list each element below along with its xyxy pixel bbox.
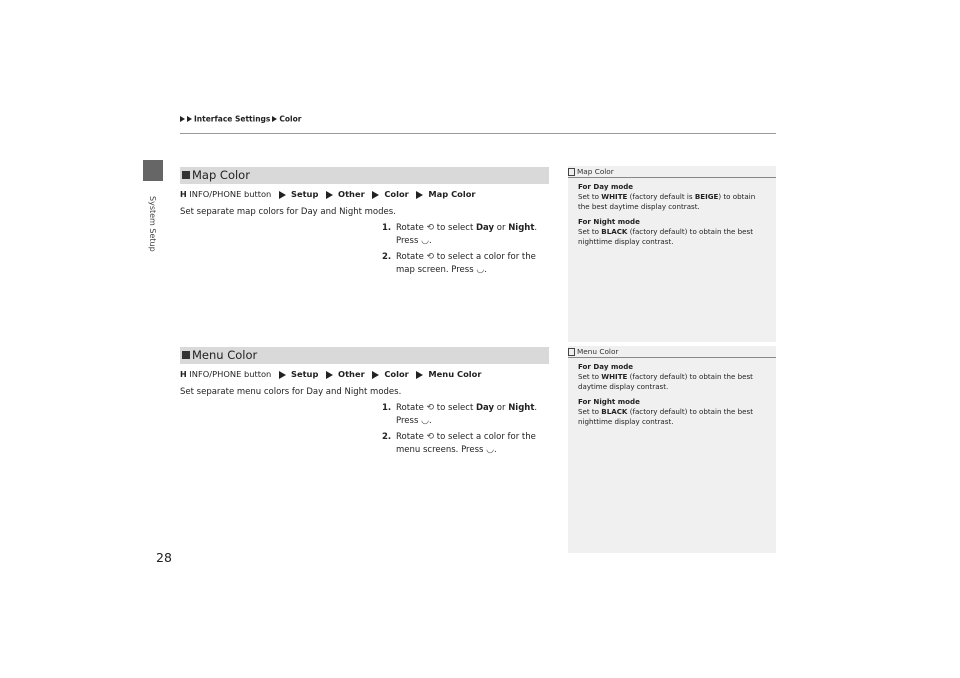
menu-color-note-box: Menu Color For Day mode Set to WHITE (factory default) to obtain the best daytime display contrast. For Night mode Set to BLACK (factory default) to obtain the best nighttime display contrast. [568,346,776,553]
rotate-knob-icon: ⟲ [426,223,435,233]
path-step-menu-color: Menu Color [428,369,482,379]
path-arrow-icon [326,191,333,199]
note-day-heading: For Day mode [578,182,634,191]
path-arrow-icon [372,371,379,379]
press-knob-icon: ◡ [476,264,485,275]
breadcrumb-arrow-icon [180,116,185,122]
path-arrow-icon [372,191,379,199]
path-step-map-color: Map Color [428,189,476,199]
note-icon [568,348,575,356]
section-square-icon [182,351,190,359]
page-number: 28 [156,550,172,565]
breadcrumb-arrow-icon [272,116,277,122]
note-icon [568,168,575,176]
map-color-step-2: 2. Rotate ⟲ to select a color for the map screen. Press ◡. [382,252,536,275]
header-divider [180,133,776,134]
press-knob-icon: ◡ [421,415,429,426]
path-step-color: Color [384,369,409,379]
breadcrumb-item-interface-settings[interactable]: Interface Settings [194,114,271,124]
info-phone-button-icon: H [180,370,187,379]
path-arrow-icon [279,191,286,199]
path-arrow-icon [279,371,286,379]
path-step-other: Other [338,369,365,379]
path-step-setup: Setup [290,369,319,379]
note-night-heading: For Night mode [578,217,640,226]
menu-color-heading: Menu Color [180,347,549,364]
path-arrow-icon [416,191,423,199]
map-color-heading: Map Color [180,167,549,184]
chapter-side-label: System Setup [148,196,157,252]
breadcrumb [180,114,301,124]
rotate-knob-icon: ⟲ [426,252,435,262]
map-color-path: H INFO/PHONE button Setup Other Color Map Color [180,189,476,199]
breadcrumb-arrow-icon [187,116,192,122]
menu-color-note-title: Menu Color [568,346,776,356]
menu-color-path: H INFO/PHONE button Setup Other Color Menu Color [180,369,482,379]
path-step-setup: Setup [290,189,319,199]
section-square-icon [182,171,190,179]
path-arrow-icon [326,371,333,379]
path-step-color: Color [384,189,409,199]
menu-color-description: Set separate menu colors for Day and Night modes. [180,387,402,397]
note-day-heading: For Day mode [578,362,634,371]
note-night-heading: For Night mode [578,397,640,406]
path-arrow-icon [416,371,423,379]
chapter-tab-marker [143,160,163,181]
press-knob-icon: ◡ [486,444,495,455]
info-phone-button-icon: H [180,190,187,199]
map-color-note-title: Map Color [568,166,776,176]
rotate-knob-icon: ⟲ [426,403,435,413]
menu-color-step-2: 2. Rotate ⟲ to select a color for the menu screens. Press ◡. [382,432,536,455]
press-knob-icon: ◡ [421,235,429,246]
map-color-note-box: Map Color For Day mode Set to WHITE (factory default is BEIGE) to obtain the best daytime display contrast. For Night mode Set to BLACK (factory default) to obtain the best nighttime display contrast. [568,166,776,342]
breadcrumb-item-color[interactable]: Color [279,114,302,124]
rotate-knob-icon: ⟲ [426,432,435,442]
map-color-description: Set separate map colors for Day and Night modes. [180,207,396,217]
menu-color-step-1: 1. Rotate ⟲ to select Day or Night. Press ◡. [382,403,538,426]
path-step-other: Other [338,189,365,199]
map-color-step-1: 1. Rotate ⟲ to select Day or Night. Press ◡. [382,223,538,246]
